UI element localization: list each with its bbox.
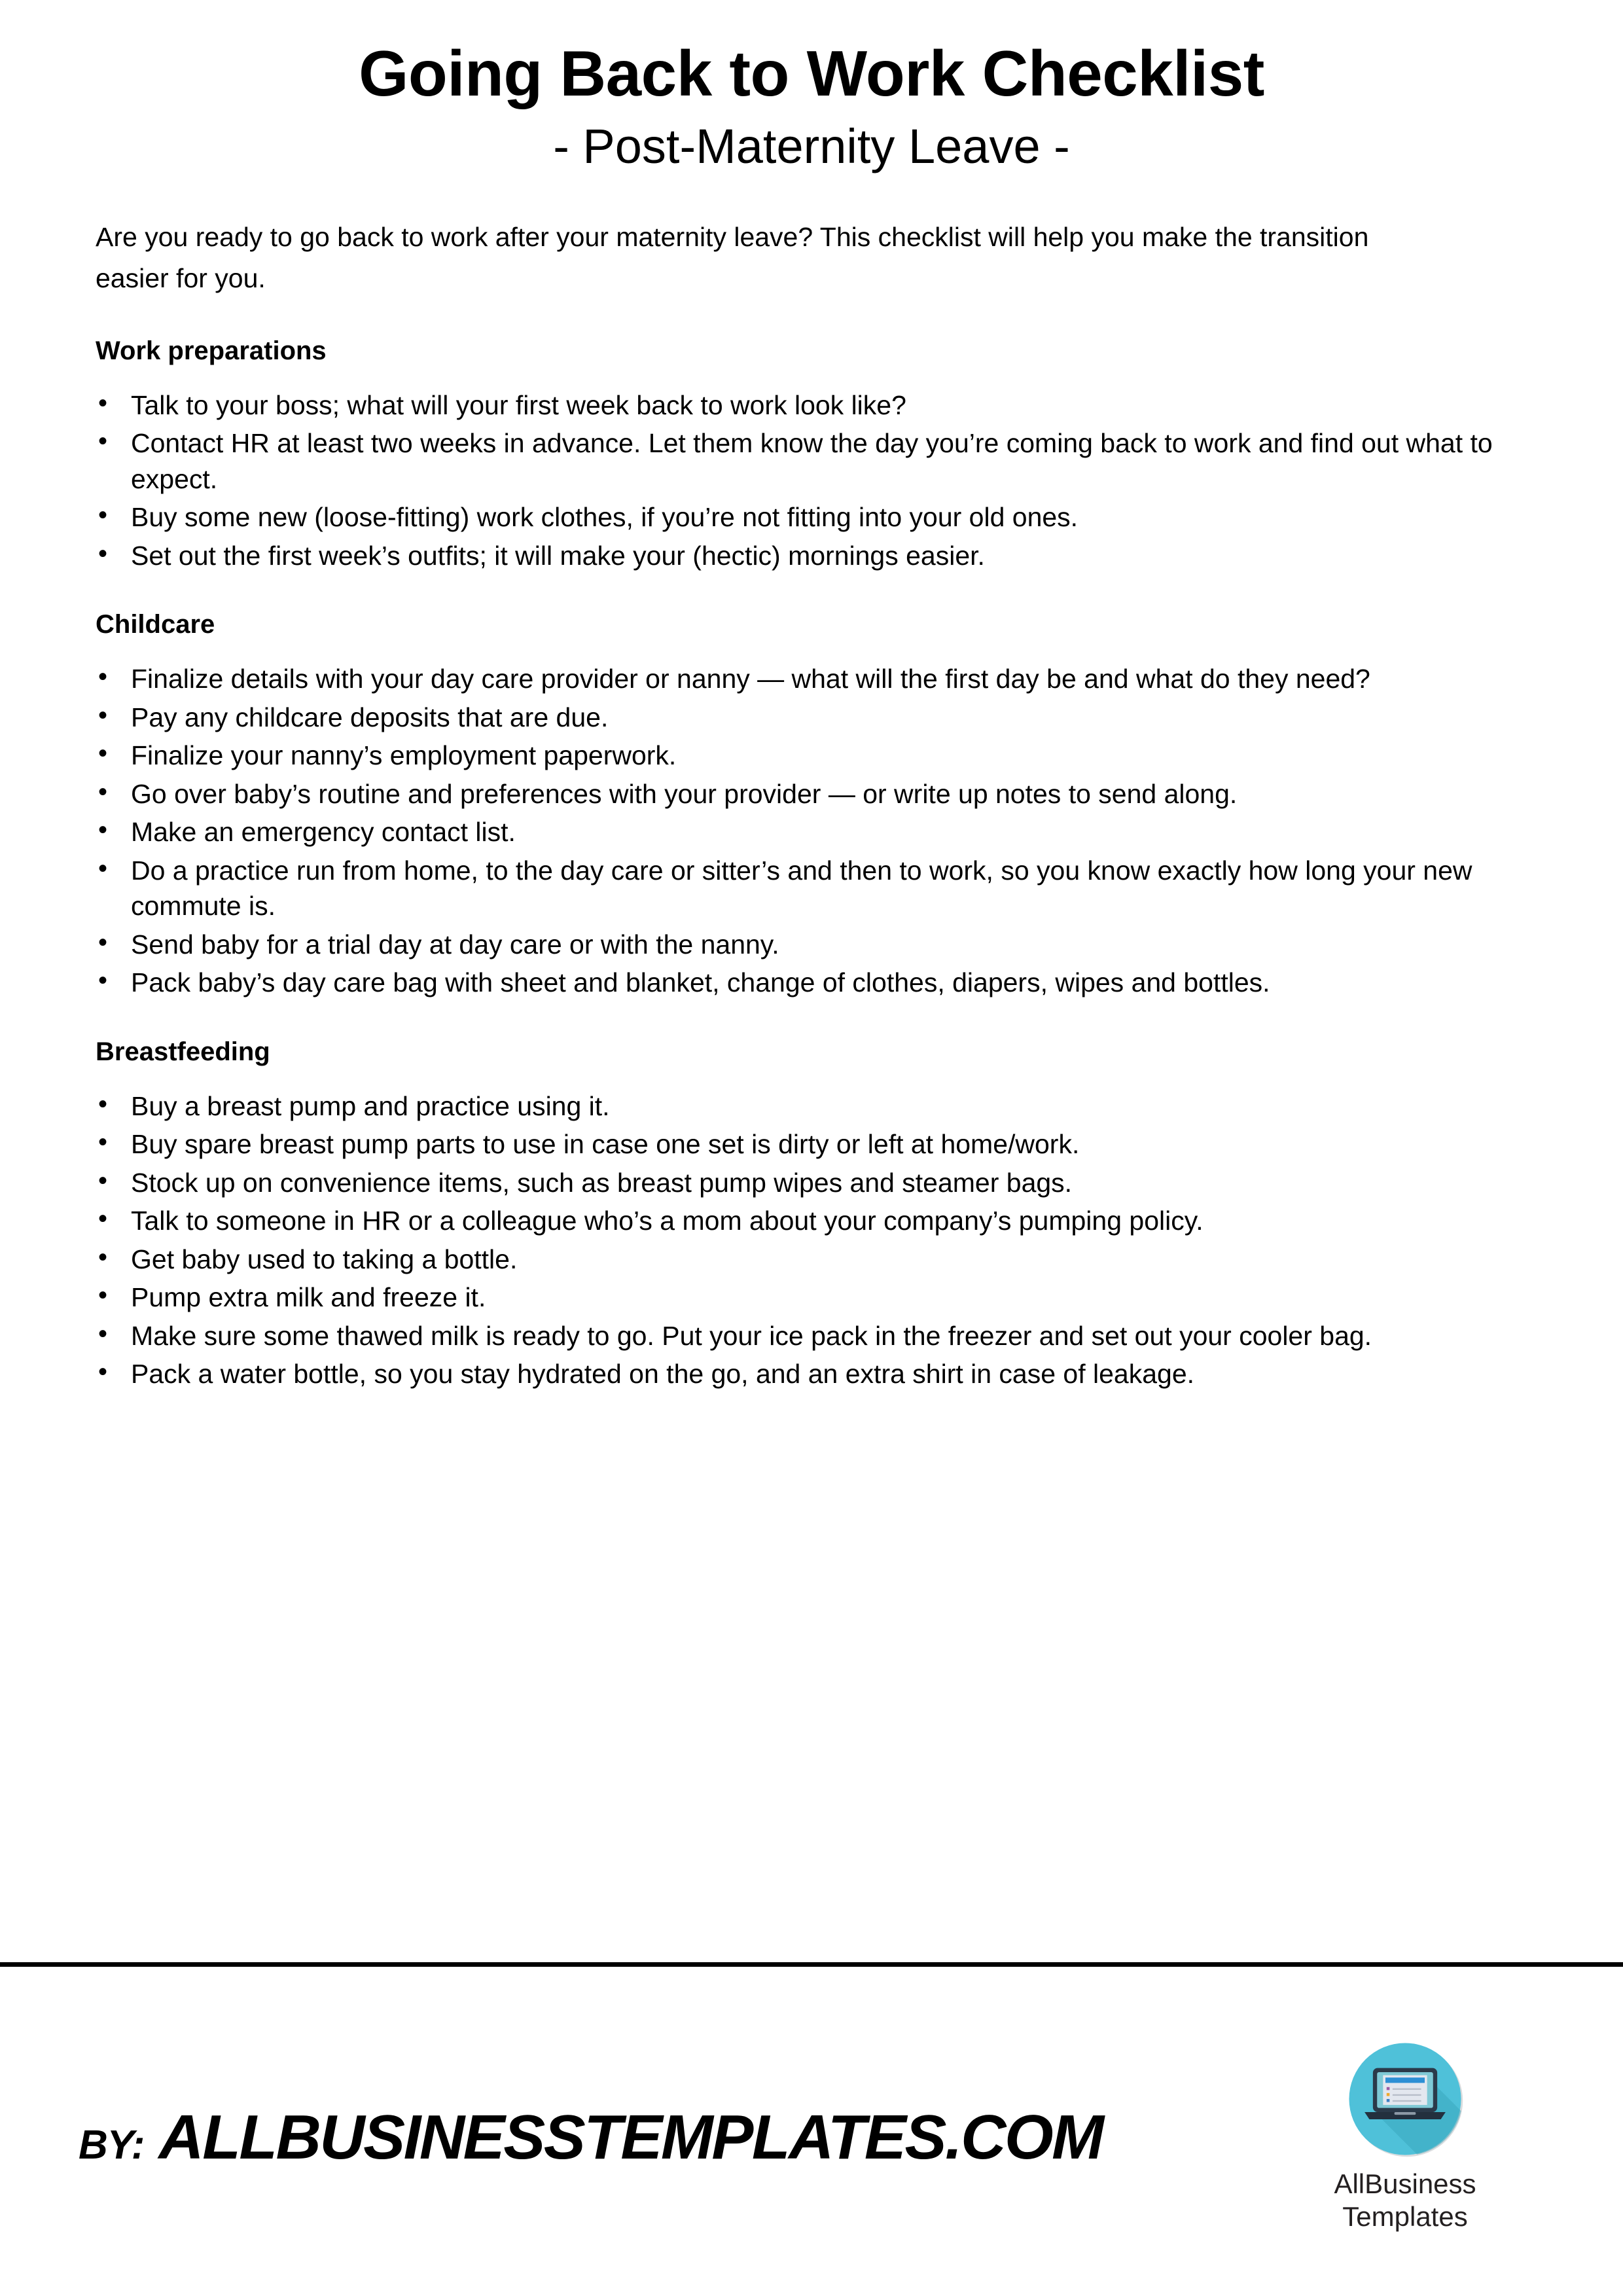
logo-caption-line-2: Templates — [1342, 2200, 1468, 2232]
list-item[interactable]: • Buy some new (loose-fitting) work clothes, if you’re not fitting into your old ones. — [96, 499, 1507, 535]
list-item[interactable]: • Buy a breast pump and practice using it. — [96, 1088, 1507, 1124]
list-item[interactable]: • Send baby for a trial day at day care or with the nanny. — [96, 927, 1507, 963]
list-item[interactable]: • Set out the first week’s outfits; it will make your (hectic) mornings easier. — [96, 538, 1507, 574]
list-item[interactable]: • Talk to someone in HR or a colleague who’s a mom about your company’s pumping policy. — [96, 1203, 1507, 1239]
list-item[interactable]: • Go over baby’s routine and preferences with your provider — or write up notes to send along. — [96, 776, 1507, 812]
list-item[interactable]: • Finalize details with your day care provider or nanny — what will the first day be and what do they need? — [96, 661, 1507, 697]
section-heading-childcare: Childcare — [96, 610, 215, 639]
document-body — [0, 217, 1623, 1392]
logo-caption — [1334, 2168, 1476, 2233]
document-header — [0, 0, 1623, 176]
checklist-work-preparations — [96, 387, 1507, 574]
list-item[interactable]: • Pay any childcare deposits that are due. — [96, 700, 1507, 736]
footer-brand[interactable] — [79, 2102, 1103, 2174]
list-item[interactable]: • Talk to your boss; what will your first week back to work look like? — [96, 387, 1507, 423]
list-item[interactable]: • Stock up on convenience items, such as breast pump wipes and steamer bags. — [96, 1165, 1507, 1201]
list-item[interactable]: • Finalize your nanny’s employment paperwork. — [96, 738, 1507, 774]
allbusiness-templates-logo[interactable] — [1297, 2039, 1513, 2233]
section-heading-work-preparations: Work preparations — [96, 336, 327, 365]
list-item[interactable]: • Pack baby’s day care bag with sheet and blanket, change of clothes, diapers, wipes and bottles. — [96, 965, 1507, 1001]
page-subtitle: - Post-Maternity Leave - — [553, 118, 1070, 173]
footer-domain-text: ALLBUSINESSTEMPLATES.COM — [158, 2102, 1103, 2172]
checklist-breastfeeding — [96, 1088, 1507, 1392]
list-item[interactable]: • Contact HR at least two weeks in advance. Let them know the day you’re coming back to work and find out what to expect. — [96, 425, 1507, 497]
document-footer — [0, 1962, 1623, 2296]
list-item[interactable]: • Make sure some thawed milk is ready to go. Put your ice pack in the freezer and set out your cooler bag. — [96, 1318, 1507, 1354]
section-childcare — [96, 607, 1507, 1001]
laptop-checklist-icon — [1346, 2039, 1465, 2159]
list-item[interactable]: • Make an emergency contact list. — [96, 814, 1507, 850]
section-work-preparations — [96, 334, 1507, 574]
list-item[interactable]: • Pack a water bottle, so you stay hydrated on the go, and an extra shirt in case of leakage. — [96, 1356, 1507, 1392]
page-title: Going Back to Work Checklist — [359, 37, 1264, 109]
footer-by-label: BY: — [79, 2122, 145, 2168]
section-heading-breastfeeding: Breastfeeding — [96, 1037, 270, 1066]
checklist-childcare — [96, 661, 1507, 1001]
list-item[interactable]: • Do a practice run from home, to the day care or sitter’s and then to work, so you know exactly how long your new commute is. — [96, 853, 1507, 924]
list-item[interactable]: • Buy spare breast pump parts to use in case one set is dirty or left at home/work. — [96, 1126, 1507, 1162]
intro-paragraph: Are you ready to go back to work after your maternity leave? This checklist will help you make the transition easier for you. — [96, 221, 1369, 294]
logo-caption-line-1: AllBusiness — [1334, 2168, 1476, 2199]
section-breastfeeding — [96, 1035, 1507, 1392]
list-item[interactable]: • Pump extra milk and freeze it. — [96, 1280, 1507, 1316]
list-item[interactable]: • Get baby used to taking a bottle. — [96, 1242, 1507, 1278]
